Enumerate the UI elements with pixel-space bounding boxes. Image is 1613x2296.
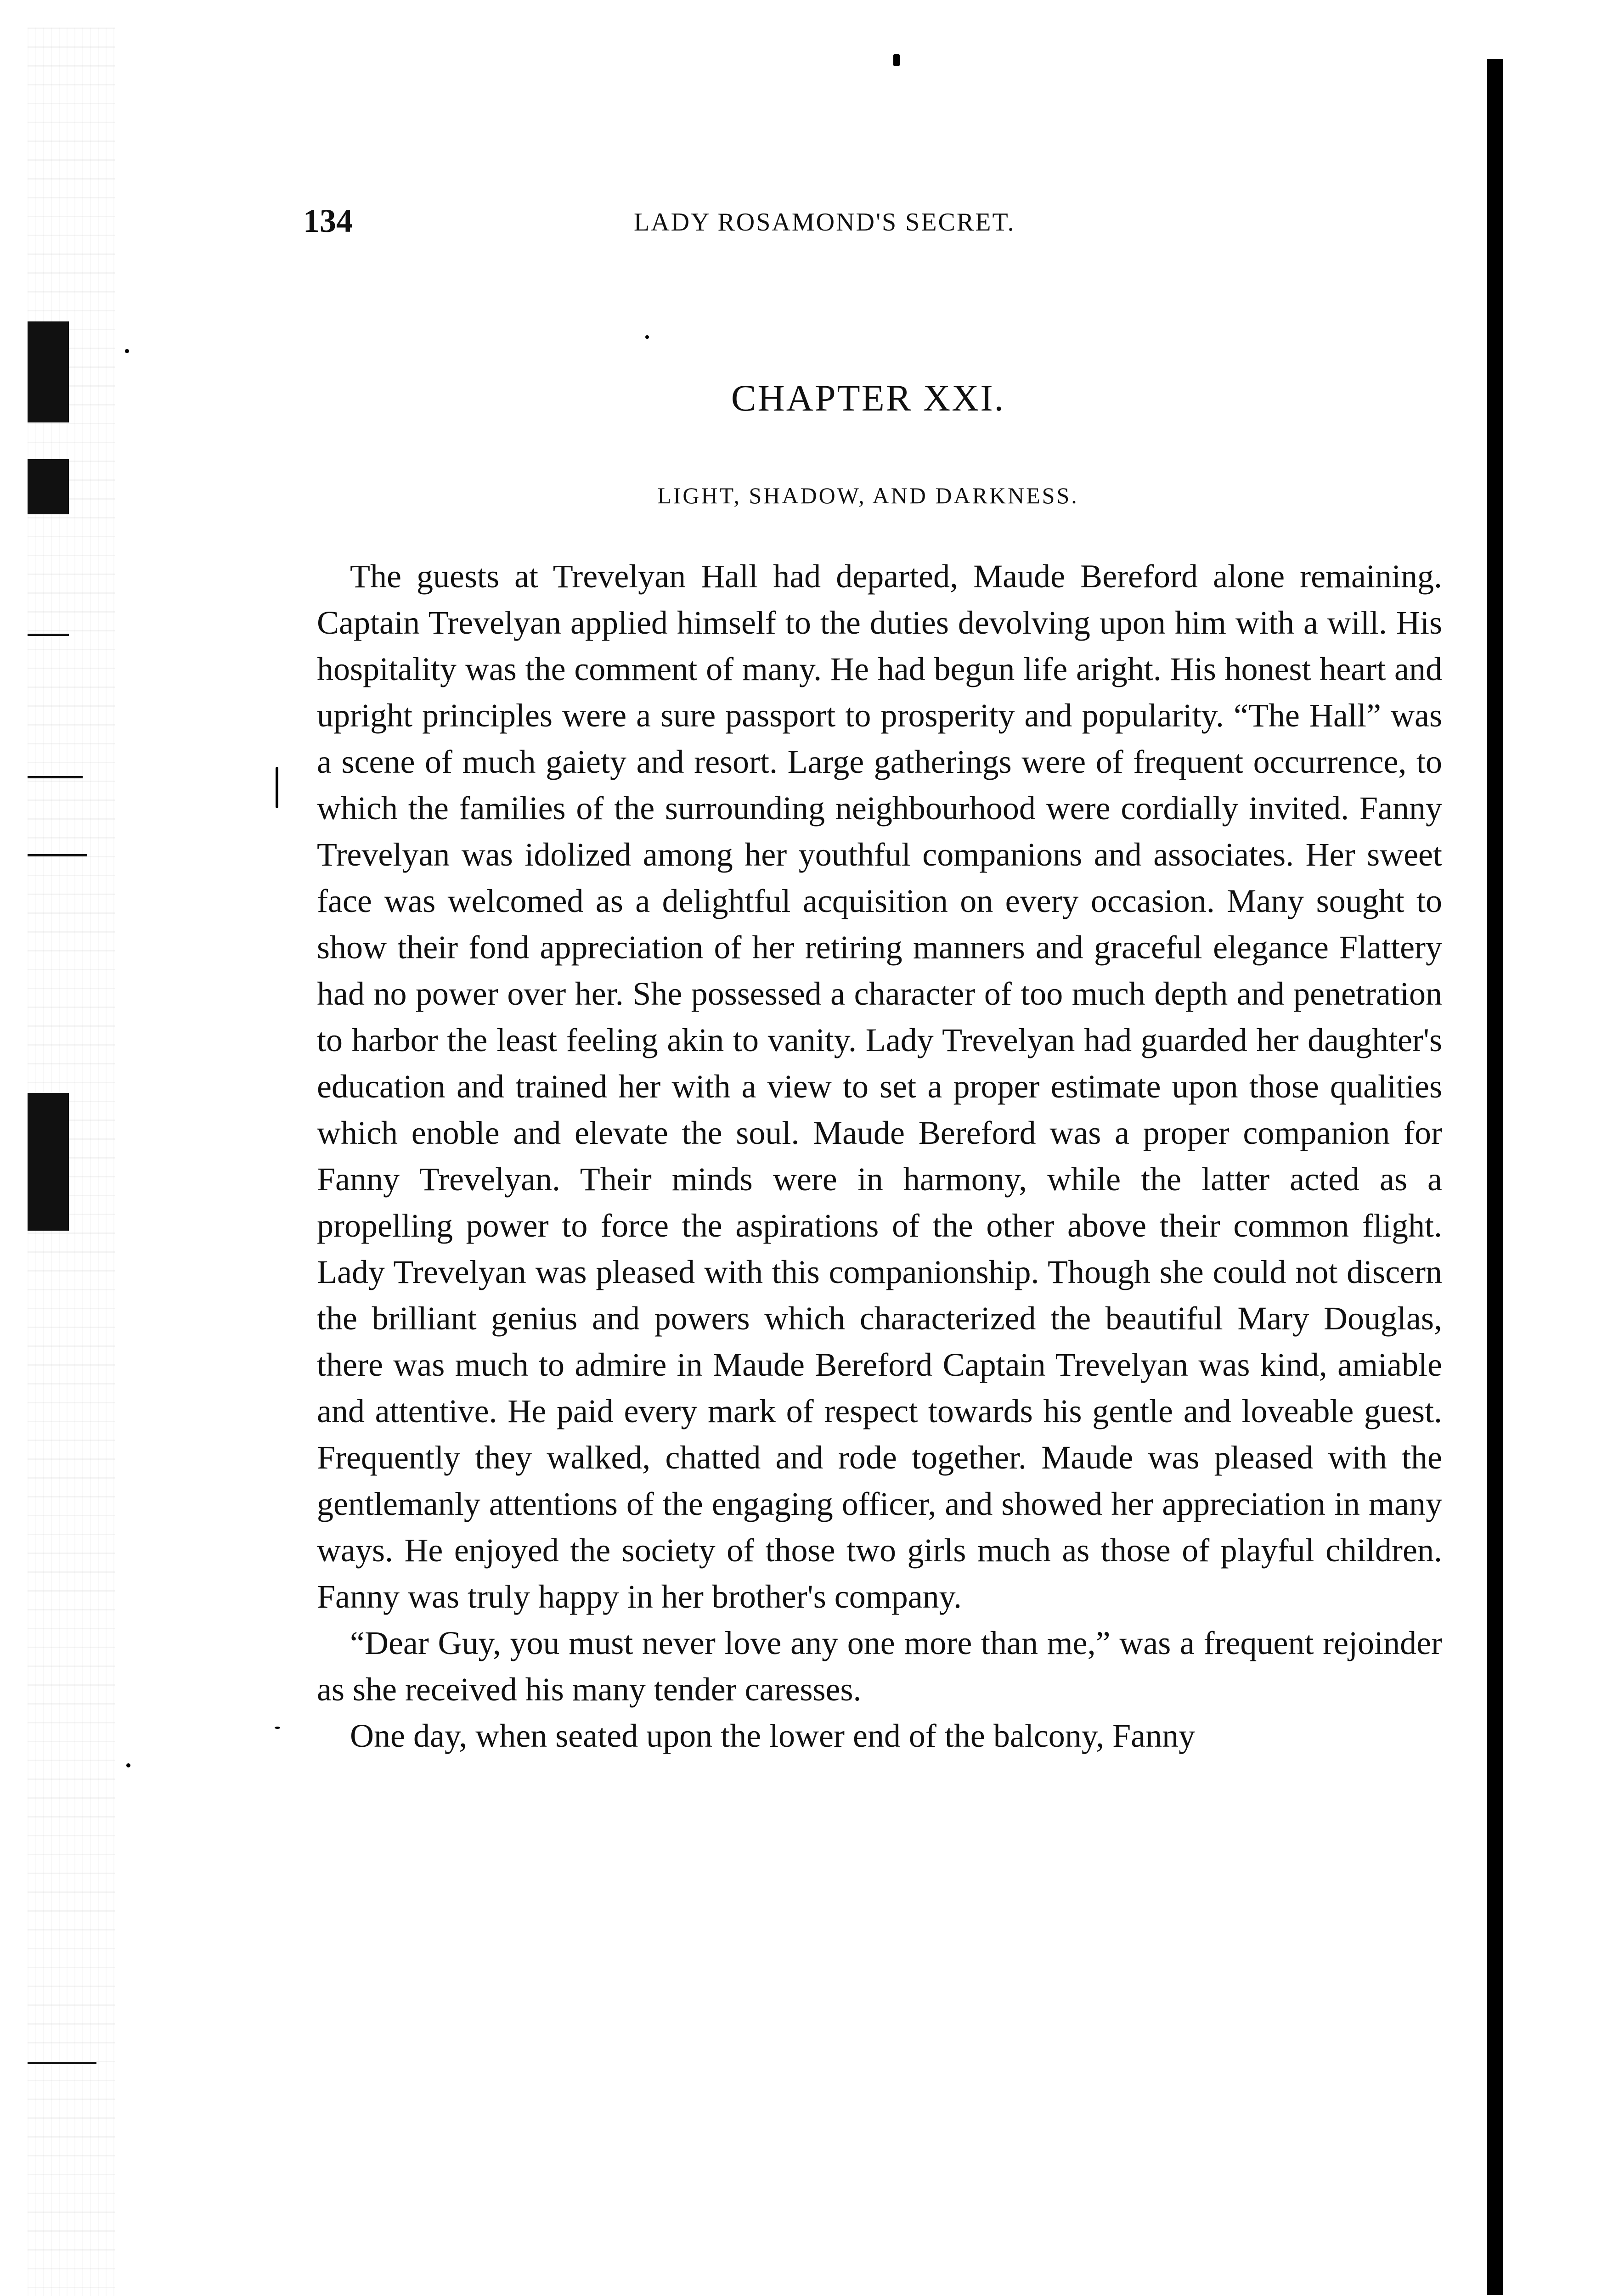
scan-gutter-tick	[28, 854, 87, 856]
running-head	[303, 202, 1084, 239]
scan-gutter-mark	[28, 459, 69, 514]
scan-speck	[125, 349, 129, 353]
scan-speck	[276, 767, 278, 808]
body-text	[317, 553, 1442, 1759]
scan-speck	[126, 1763, 130, 1767]
page-number: 134	[303, 203, 353, 239]
scan-speck	[645, 335, 649, 339]
paragraph: One day, when seated upon the lower end of the balcony, Fanny	[350, 1717, 1196, 1754]
scan-gutter-mark	[28, 1093, 69, 1231]
scan-speck	[275, 1727, 280, 1729]
running-title: LADY ROSAMOND'S SECRET.	[634, 208, 1015, 236]
scan-gutter-tick	[28, 2062, 96, 2064]
chapter-heading: CHAPTER XXI.	[731, 377, 1005, 419]
scan-gutter-tick	[28, 776, 83, 778]
scan-speck	[893, 54, 900, 66]
page-edge-rule	[1487, 59, 1503, 2295]
scan-gutter-mark	[28, 321, 69, 422]
chapter-subtitle: LIGHT, SHADOW, AND DARKNESS.	[657, 483, 1079, 508]
scan-gutter-tick	[28, 634, 69, 636]
paragraph: “Dear Guy, you must never love any one more than me,” was a frequent rejoinder as she received his many tender caresses.	[317, 1625, 1442, 1708]
paragraph: The guests at Trevelyan Hall had departed, Maude Bereford alone remaining. Captain Trevelyan applied himself to the duties devolving upon him with a will. His hospitality was the comment of many. He had begun life aright. His honest heart and upright principles were a sure passport to prosperity and popularity. “The Hall” was a scene of much gaiety and resort. Large gatherings were of frequent occurrence, to which the families of the surrounding neighbourhood were cordially invited. Fanny Trevelyan was idolized among her youthful companions and associates. Her sweet face was welcomed as a delightful acquisition on every occasion. Many sought to show their fond appreciation of her retiring manners and graceful elegance Flattery had no power over her. She possessed a character of too much depth and penetration to harbor the least feeling akin to vanity. Lady Trevelyan had guarded her daughter's education and trained her with a view to set a proper estimate upon those qualities which enoble and elevate the soul. Maude Bereford was a proper companion for Fanny Trevelyan. Their minds were in harmony, while the latter acted as a propelling power to force the aspirations of the other above their common flight. Lady Trevelyan was pleased with this companionship. Though she could not discern the brilliant genius and powers which characterized the beautiful Mary Douglas, there was much to admire in Maude Bereford Captain Trevelyan was kind, amiable and attentive. He paid every mark of respect towards his gentle and loveable guest. Frequently they walked, chatted and rode together. Maude was pleased with the gentlemanly attentions of the engaging officer, and showed her appreciation in many ways. He enjoyed the society of those two girls much as those of playful children. Fanny was truly happy in her brother's company.	[317, 558, 1442, 1615]
